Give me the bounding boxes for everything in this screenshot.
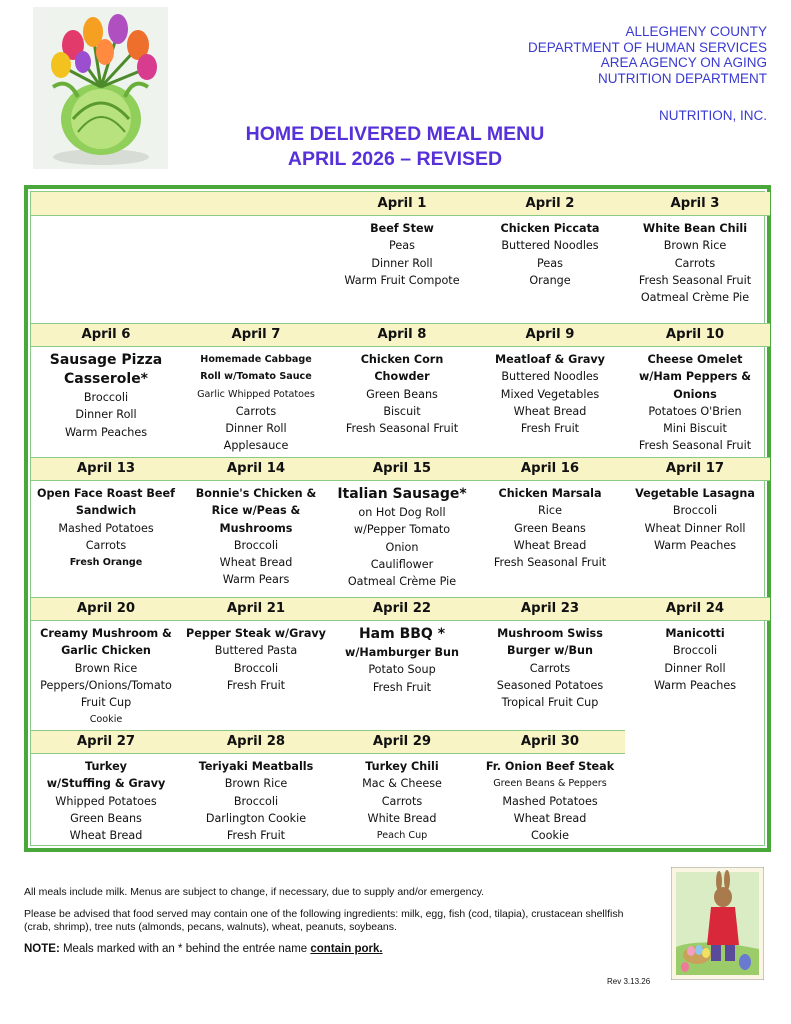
meal-item: Wheat Bread [69,829,143,843]
easter-bunny-image [671,867,764,980]
meal-items [622,625,768,694]
day-date: April 22 [372,601,432,616]
meal-item: Homemade Cabbage [200,354,312,365]
meal-item: Manicotti [665,627,725,640]
header-line: DEPARTMENT OF HUMAN SERVICES [527,39,767,55]
day-date: April 13 [76,461,136,476]
meal-item: Fresh Fruit [372,680,432,694]
meal-items [477,758,623,844]
meal-items [183,485,329,589]
meal-items [622,485,768,554]
meal-item: Roll w/Tomato Sauce [200,371,312,383]
calendar-grid [30,191,765,846]
header-line: AREA AGENCY ON AGING [600,55,767,70]
meal-item: Brown Rice [224,777,288,791]
meal-item: Green Beans & Peppers [493,778,607,790]
day-date: April 17 [665,461,725,476]
meal-item: Turkey Chili [365,760,439,773]
meal-item: Mashed Potatoes [502,794,598,808]
meal-item: Applesauce [223,439,289,453]
meal-item: Buttered Noodles [501,370,599,384]
meal-items [183,351,329,455]
meal-items [622,351,768,455]
meal-item: Fresh Seasonal Fruit [493,556,607,570]
meal-item: Warm Peaches [653,678,737,692]
meal-item: Carrots [529,661,571,675]
meal-item: Onion [385,540,419,554]
nutrition-inc: NUTRITION, INC. [659,108,767,123]
meal-item: Chowder [374,370,430,384]
meal-item: Carrots [235,404,277,418]
meal-item: Rice [538,504,562,518]
meal-item: Meatloaf & Gravy [495,353,605,366]
meal-item: Carrots [85,538,127,552]
day-date: April 30 [520,734,580,749]
pork-note [24,943,644,956]
meal-item: Chicken Corn [360,353,444,366]
meal-item: w/Stuffing & Gravy [46,777,166,791]
meal-item: Dinner Roll [75,408,137,422]
day-date: April 9 [525,327,575,342]
meal-item: Brown Rice [663,239,727,253]
meal-item: White Bread [367,811,437,825]
meal-item: Pepper Steak w/Gravy [186,627,326,640]
meal-item: Rice w/Peas & [211,504,301,518]
meal-item: Vegetable Lasagna [635,487,755,500]
meal-item: Green Beans [366,387,438,401]
meal-item: Green Beans [514,521,586,535]
day-date [33,192,179,216]
meal-item: Warm Peaches [653,538,737,552]
meal-item: Warm Fruit Compote [344,273,460,287]
meal-item: Broccoli [83,391,129,404]
meal-items [477,220,623,289]
meal-item: Dinner Roll [664,661,726,675]
meal-item: Wheat Bread [219,556,293,570]
meal-item: Orange [529,273,571,287]
day-date: April 3 [670,196,720,211]
meal-item: Fresh Seasonal Fruit [638,273,752,287]
meal-item: Teriyaki Meatballs [198,760,314,773]
meal-item: Bonnie's Chicken & [195,487,317,500]
header-line: ALLEGHENY COUNTY [625,24,767,39]
meal-item: Oatmeal Crème Pie [640,291,750,305]
meal-item: Sausage Pizza [49,352,163,368]
meal-item: Broccoli [672,504,718,518]
meal-item: Warm Pears [222,573,290,587]
meal-item: Broccoli [672,644,718,658]
menu-calendar [24,185,771,852]
meal-item: Warm Peaches [64,425,148,439]
meal-item: Seasoned Potatoes [496,678,604,692]
meal-item: Darlington Cookie [205,811,307,825]
meal-items [33,485,179,571]
day-date: April 1 [377,196,427,211]
day-date: April 8 [377,327,427,342]
footer-allergen-note: Please be advised that food served may contain one of the following ingredients: milk, egg, fish (cod, tilapia), crustacean shellfish (crab, shrimp), tree nuts (almonds, pecans, walnuts), wheat, peanuts, soybeans. [24,908,624,933]
day-date: April 7 [231,327,281,342]
day-date: April 23 [520,601,580,616]
day-date: April 16 [520,461,580,476]
meal-item: on Hot Dog Roll [358,506,446,519]
meal-item: Fresh Fruit [226,829,286,843]
meal-item: Cookie [531,829,569,843]
meal-item: Fr. Onion Beef Steak [485,760,615,773]
meal-items [477,625,623,711]
day-date: April 21 [226,601,286,616]
note-emphasis: contain pork. [310,943,383,955]
title-line-1: HOME DELIVERED MEAL MENU [245,123,545,145]
meal-item: Fresh Seasonal Fruit [345,422,459,436]
meal-item: Cheese Omelet [647,353,743,366]
meal-item: Fresh Fruit [520,422,580,436]
note-text: Meals marked with an * behind the entrée name [59,943,311,955]
day-date: April 29 [372,734,432,749]
day-date: April 10 [665,327,725,342]
meal-item: Biscuit [383,404,421,418]
meal-items [33,625,179,729]
meal-item: Mushrooms [219,521,293,535]
meal-item: Buttered Noodles [501,239,599,253]
meal-item: Broccoli [233,661,279,675]
meal-item: Peas [537,256,563,270]
meal-item: Mashed Potatoes [58,521,154,535]
meal-item: Dinner Roll [225,422,287,436]
meal-items [329,485,475,590]
meal-item: Wheat Bread [513,404,587,418]
day-date: April 27 [76,734,136,749]
meal-item: Ham BBQ * [358,626,446,642]
tulip-bouquet-image [33,7,168,169]
meal-item: Fresh Orange [69,557,143,569]
meal-item: Cauliflower [370,557,434,571]
meal-items [33,351,179,441]
meal-item: Carrots [674,256,716,270]
title-line-2: APRIL 2026 – REVISED [287,148,503,170]
week-row [31,597,764,730]
meal-items [33,758,179,844]
week-row [31,457,764,597]
meal-item: Wheat Bread [513,811,587,825]
meal-items [329,220,475,289]
meal-item: Open Face Roast Beef [37,487,175,500]
day-date: April 15 [372,461,432,476]
meal-item: Chicken Piccata [500,222,600,235]
day-date: April 6 [81,327,131,342]
meal-item: Chicken Marsala [498,487,602,500]
header-line: NUTRITION DEPARTMENT [597,70,767,86]
footer-milk-note: All meals include milk. Menus are subject to change, if necessary, due to supply and/or emergency. [24,886,485,898]
day-date: April 2 [525,196,575,211]
week-row [31,323,764,457]
meal-item: Potato Soup [368,663,436,677]
meal-item: w/Hamburger Bun [345,646,459,659]
meal-item: w/Ham Peppers & [638,370,752,384]
meal-item: Burger w/Bun [507,644,593,658]
revision-label: Rev 3.13.26 [607,977,651,986]
meal-item: Wheat Dinner Roll [644,521,746,535]
meal-item: Peas [389,239,415,253]
meal-item: Whipped Potatoes [55,794,157,808]
footer-notes [24,886,644,965]
meal-item: Dinner Roll [371,256,433,270]
meal-item: Onions [673,387,717,401]
agency-header [528,24,767,124]
meal-items [329,351,475,437]
meal-item: Oatmeal Crème Pie [347,575,457,589]
meal-item: Peppers/Onions/Tomato [40,678,172,692]
page-title [195,122,595,172]
meal-item: Wheat Bread [513,538,587,552]
meal-items [477,351,623,437]
meal-items [477,485,623,571]
day-date: April 14 [226,461,286,476]
day-date: April 24 [665,601,725,616]
meal-item: Peach Cup [376,830,428,842]
meal-item: w/Pepper Tomato [353,523,451,537]
meal-item: Fresh Fruit [226,678,286,692]
meal-item: White Bean Chili [642,222,748,235]
meal-item: Casserole* [63,371,149,387]
meal-item: Tropical Fruit Cup [501,696,599,710]
meal-item: Broccoli [233,794,279,808]
meal-items [183,758,329,844]
meal-item: Beef Stew [370,222,434,235]
meal-item: Brown Rice [74,661,138,675]
meal-item: Green Beans [70,811,142,825]
meal-item: Creamy Mushroom & [40,627,172,640]
meal-items [183,625,329,694]
meal-item: Broccoli [233,538,279,552]
meal-items [329,625,475,696]
meal-items [622,220,768,306]
day-date [183,192,329,216]
meal-item: Buttered Pasta [214,644,298,658]
meal-item: Garlic Chicken [61,644,151,658]
meal-item: Carrots [381,794,423,808]
meal-item: Turkey [85,760,127,773]
day-date: April 28 [226,734,286,749]
meal-item: Garlic Whipped Potatoes [197,388,315,400]
meal-item: Mixed Vegetables [500,387,600,401]
meal-item: Italian Sausage* [337,486,467,502]
meal-item: Sandwich [75,504,137,518]
week-row [31,730,764,850]
week-row [31,192,764,323]
meal-item: Fresh Seasonal Fruit [638,439,752,453]
day-date: April 20 [76,601,136,616]
meal-item: Mini Biscuit [663,422,727,436]
meal-items [329,758,475,844]
meal-item: Mac & Cheese [362,777,442,791]
meal-item: Mushroom Swiss [497,627,603,640]
meal-item: Fruit Cup [80,696,132,710]
meal-item: Potatoes O'Brien [648,404,742,418]
note-label: NOTE: [24,943,60,955]
meal-item: Cookie [89,714,123,726]
